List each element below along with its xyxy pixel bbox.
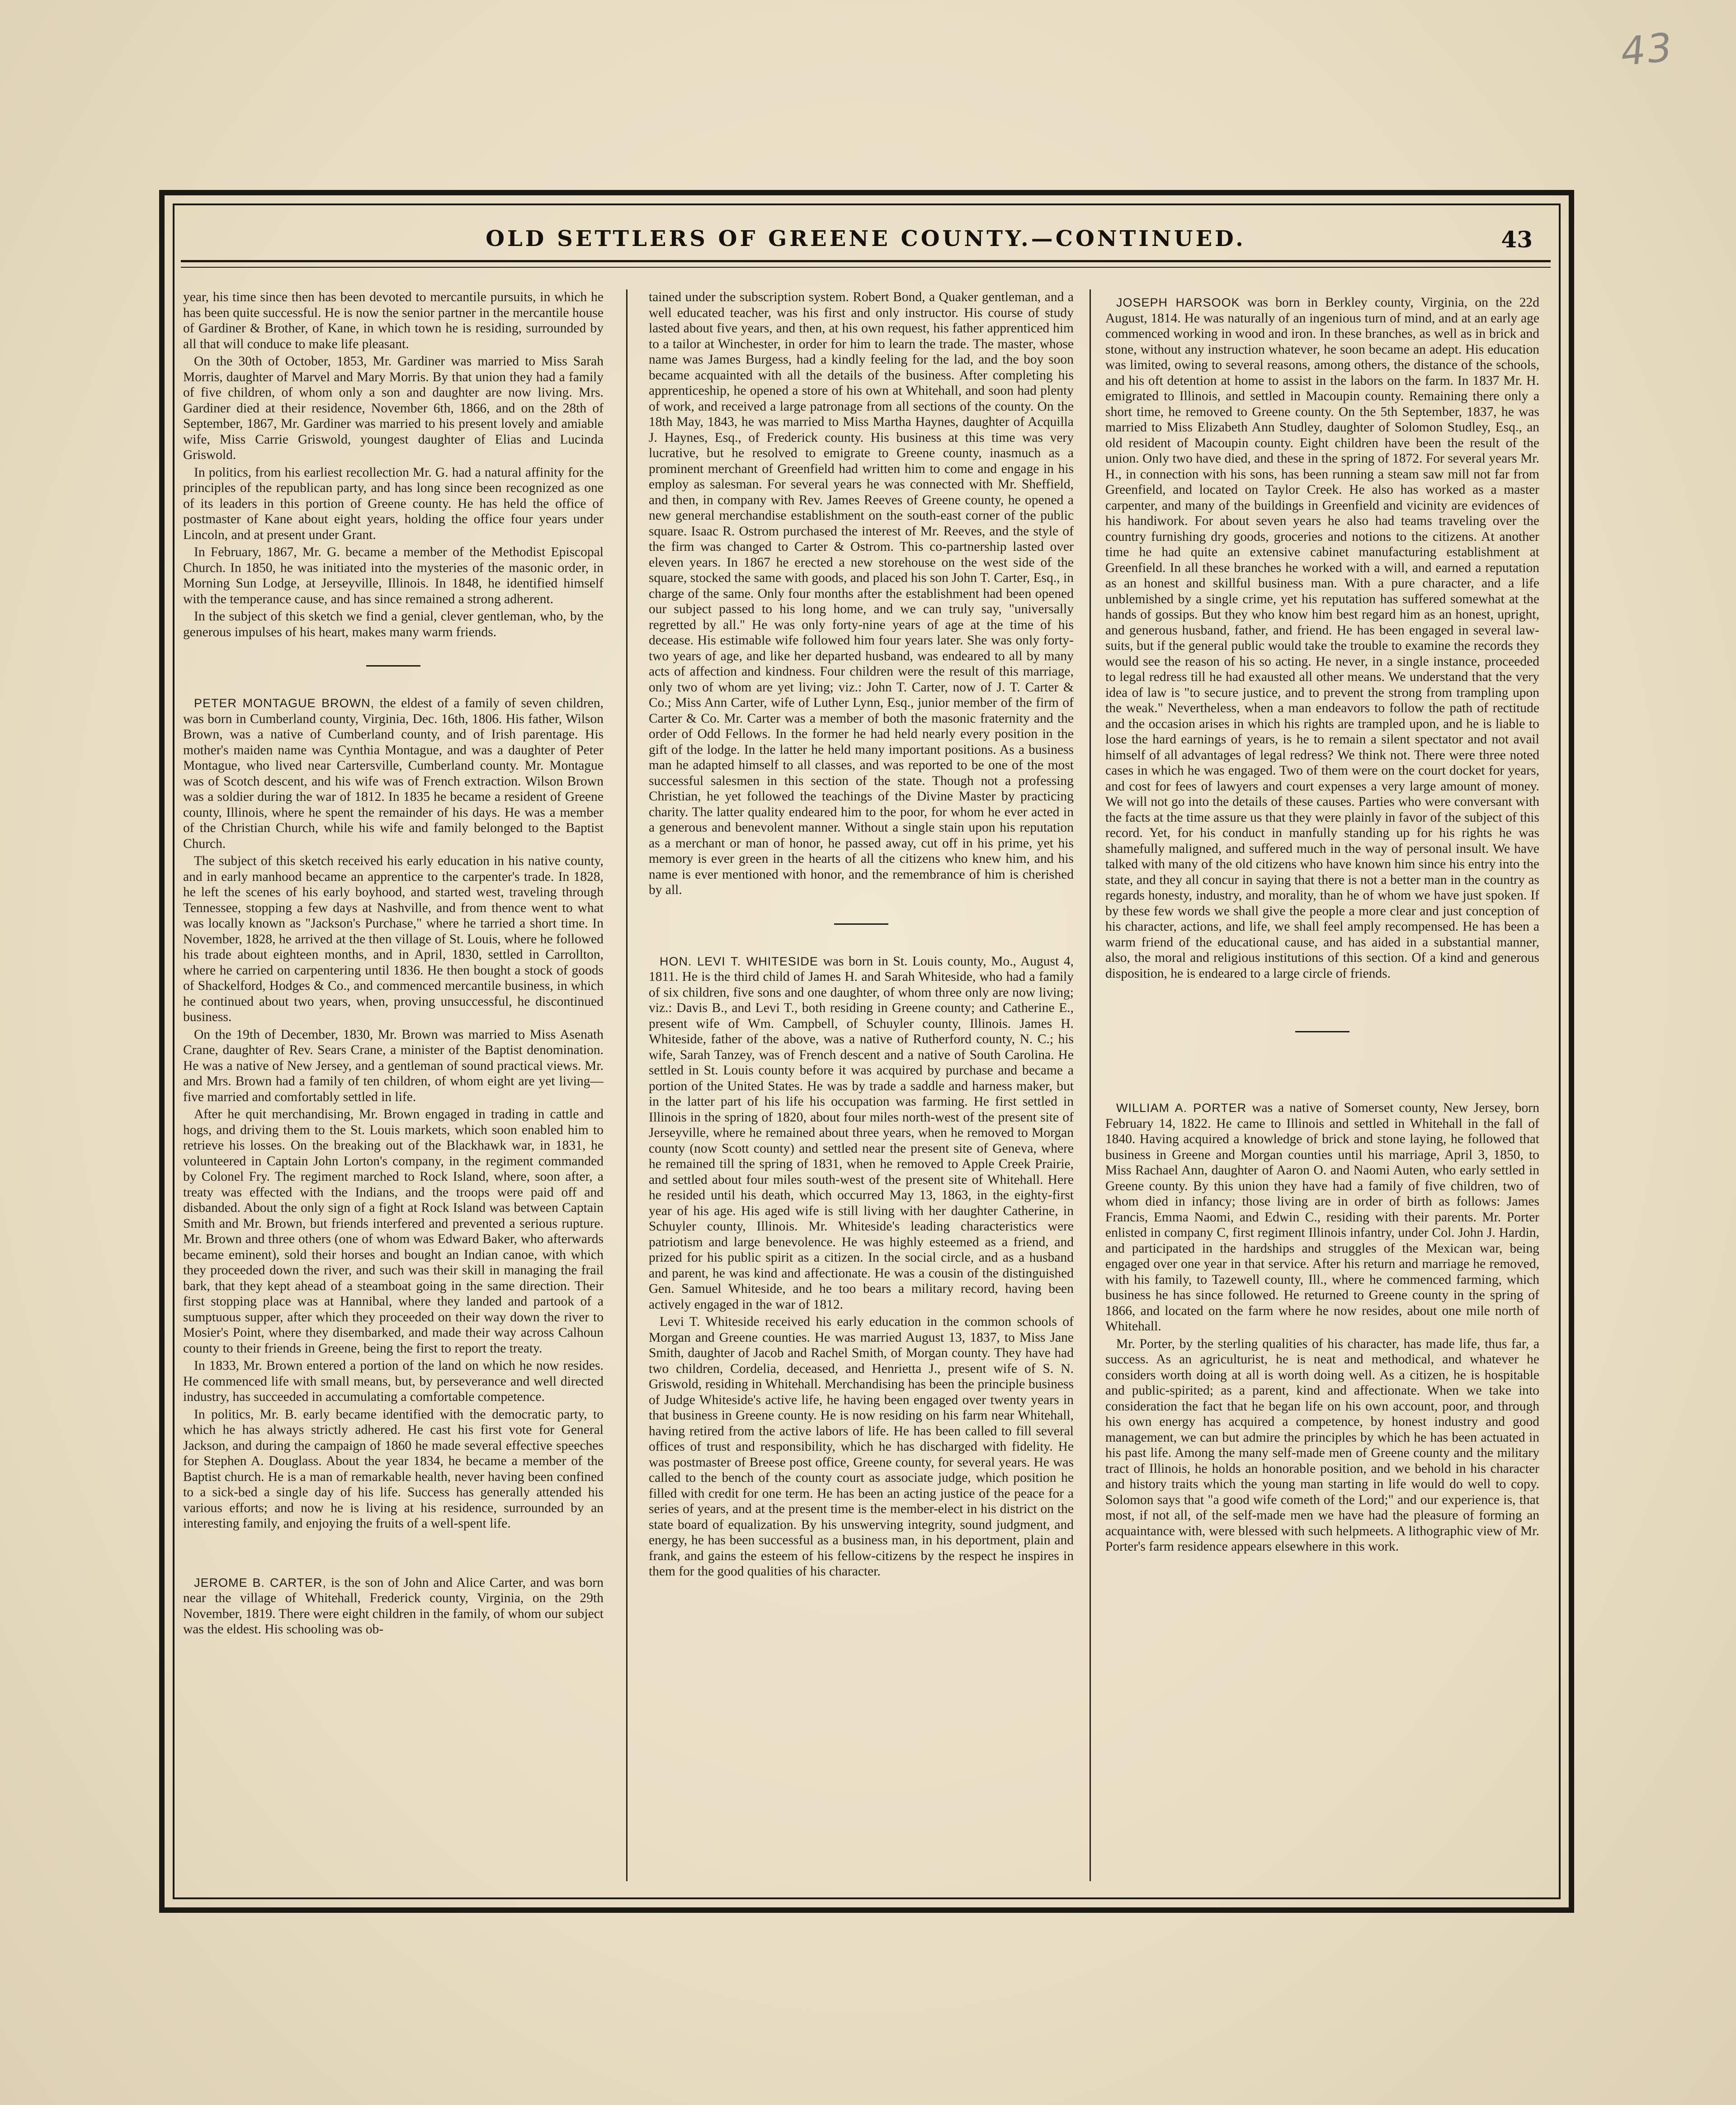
brown-paragraph-5: In 1833, Mr. Brown entered a portion of the land on which he now resides. He commenced life with small means, but, by perseverance and well directed industry, has succeeded in accumulating a comfortable competence.	[183, 1358, 604, 1404]
whiteside-name: HON. LEVI T. WHITESIDE	[660, 954, 818, 968]
section-divider	[1295, 1031, 1349, 1032]
column-middle	[649, 289, 1074, 1883]
brown-paragraph-6: In politics, Mr. B. early became identified with the democratic party, to which he has always strictly adhered. He cast his first vote for General Jackson, and during the campaign of 1860 he made several effective speeches for Stephen A. Douglass. About the year 1834, he became a member of the Baptist church. He is a man of remarkable health, never having been confined to a sick-bed a single day of his life. Success has generally attended his various efforts; and now he is living at his residence, surrounded by an interesting family, and enjoying the fruits of a well-spent life.	[183, 1407, 604, 1531]
porter-name: WILLIAM A. PORTER	[1116, 1101, 1247, 1115]
brown-paragraph-1: PETER MONTAGUE BROWN, the eldest of a family of seven children, was born in Cumberland county, Virginia, Dec. 16th, 1806. His father, Wilson Brown, was a native of Cumberland county, and of Irish parentage. His mother's maiden name was Cynthia Montague, and was a daughter of Peter Montague, who lived near Cartersville, Cumberland county. Mr. Montague was of Scotch descent, and his wife was of French extraction. Wilson Brown was a soldier during the war of 1812. In 1835 he became a resident of Greene county, Illinois, where he spent the remainder of his days. He was a member of the Christian Church, while his wife and family belonged to the Baptist Church.	[183, 696, 604, 851]
gardiner-paragraph-2: On the 30th of October, 1853, Mr. Gardiner was married to Miss Sarah Morris, daughter of Marvel and Mary Morris. By that union they had a family of five children, of whom only a son and daughter are now living. Mrs. Gardiner died at their residence, November 6th, 1866, and on the 28th of September, 1867, Mr. Gardiner was married to his present lovely and amiable wife, Miss Carrie Griswold, youngest daughter of Elias and Lucinda Griswold.	[183, 354, 604, 462]
gardiner-paragraph-3: In politics, from his earliest recollection Mr. G. had a natural affinity for the principles of the republican party, and has long since been recognized as one of its leaders in this portion of Greene county. He has held the office of postmaster of Kane about eight years, holding the office four years under Lincoln, and at present under Grant.	[183, 465, 604, 542]
section-divider	[834, 923, 888, 925]
column-divider-right	[1090, 289, 1091, 1881]
column-divider-left	[626, 289, 627, 1881]
harsook-name: JOSEPH HARSOOK	[1116, 296, 1240, 309]
whiteside-paragraph-2: Levi T. Whiteside received his early education in the common schools of Morgan and Greene counties. He was married August 13, 1837, to Miss Jane Smith, daughter of Jacob and Rachel Smith, of Morgan county. They have had two children, Cordelia, deceased, and Henrietta J., present wife of S. N. Griswold, residing in Whitehall. Merchandising has been the principle business of Judge Whiteside's active life, he having been engaged over twenty years in that business in Greene county. He is now residing on his farm near Whitehall, having retired from the active labors of life. He has been called to fill several offices of trust and responsibility, which he has discharged with fidelity. He was postmaster of Breese post office, Greene county, for several years. He was called to the bench of the county court as associate judge, which position he filled with credit for one term. He has been an acting justice of the peace for a series of years, and at the present time is the member-elect in his district on the state board of equalization. By his unswerving integrity, sound judgment, and energy, he has been successful as a business man, in his deportment, plain and frank, and gains the esteem of his fellow-citizens by the respect he inspires in them for the good qualities of his character.	[649, 1315, 1074, 1579]
brown-paragraph-4: After he quit merchandising, Mr. Brown engaged in trading in cattle and hogs, and driving them to the St. Louis markets, which soon enabled him to retrieve his losses. On the breaking out of the Blackhawk war, in 1831, he volunteered in Captain John Lorton's company, in the regiment commanded by Colonel Fry. The regiment marched to Rock Island, where, soon after, a treaty was effected with the Indians, and the troops were paid off and disbanded. About the only sign of a fight at Rock Island was between Captain Smith and Mr. Brown, but friends interfered and prevented a serious rupture. Mr. Brown and three others (one of whom was Edward Baker, who afterwards became eminent), sold their horses and bought an Indian canoe, with which they proceeded down the river, and such was their skill in managing the frail bark, that they kept ahead of a steamboat going in the same direction. Their first stopping place was at Hannibal, where they landed and partook of a sumptuous supper, after which they proceeded on their way down the river to Mosier's Point, where they disembarked, and made their way across Calhoun county to their friends in Greene, being the first to report the treaty.	[183, 1107, 604, 1356]
page-number: 43	[1501, 226, 1533, 253]
gardiner-paragraph-1: year, his time since then has been devoted to mercantile pursuits, in which he has been quite successful. He is now the senior partner in the mercantile house of Gardiner & Brother, of Kane, in which town he is residing, surrounded by all that will conduce to make life pleasant.	[183, 290, 604, 351]
porter-paragraph-2: Mr. Porter, by the sterling qualities of his character, has made life, thus far, a success. As an agriculturist, he is neat and methodical, and whatever he considers worth doing at all is worth doing well. As a citizen, he is hospitable and public-spirited; as a parent, kind and affectionate. When we take into consideration the fact that he began life on his own account, poor, and through his own energy has acquired a competence, by honest industry and good management, we can but admire the principles by which he has been actuated in his past life. Among the many self-made men of Greene county and the military tract of Illinois, he holds an honorable position, and we behold in his character and history traits which the young man starting in life would do well to copy. Solomon says that "a good wife cometh of the Lord;" and our experience is, that most, if not all, of the self-made men we have had the pleasure of forming an acquaintance with, were blessed with such helpmeets. A lithographic view of Mr. Porter's farm residence appears elsewhere in this work.	[1105, 1336, 1539, 1554]
section-divider	[366, 665, 420, 667]
harsook-paragraph-1: JOSEPH HARSOOK was born in Berkley county, Virginia, on the 22d August, 1814. He was naturally of an ingenious turn of mind, and at an early age commenced working in wood and iron. In these branches, as well as in brick and stone, without any instruction whatever, he soon became an adept. His education was limited, owing to several reasons, among others, the distance of the schools, and his oft detention at home to assist in the labors on the farm. In 1837 Mr. H. emigrated to Illinois, and settled in Macoupin county. Remaining there only a short time, he removed to Greene county. On the 5th September, 1837, he was married to Miss Elizabeth Ann Studley, daughter of Solomon Studley, Esq., an old resident of Macoupin county. Eight children have been the result of the union. Only two have died, and these in the spring of 1872. For several years Mr. H., in connection with his sons, has been running a steam saw mill not far from Greenfield, and located on Taylor Creek. He also has worked as a master carpenter, and many of the buildings in Greenfield and vicinity are evidences of his handiwork. For about seven years he also had teams traveling over the country furnishing dry goods, groceries and notions to the citizens. At another time he had quite an extensive cabinet manufacturing establishment at Greenfield. In all these branches he worked with a will, and earned a reputation as an honest and skillful business man. With a pure character, and a life unblemished by a single crime, yet his reputation has suffered somewhat at the hands of gossips. But they who know him best regard him as an honest, upright, and generous husband, father, and friend. He has been engaged in several law-suits, but if the general public would take the trouble to examine the records they would see the reason of his so acting. He never, in a single instance, proceeded to legal redress till he had exausted all other means. We understand that the very idea of law is "to secure justice, and to prevent the strong from trampling upon the weak." Nevertheless, when a man endeavors to follow the path of rectitude and the occasion arises in which his rights are trampled upon, and he is liable to lose the hard earnings of years, is he to remain a silent spectator and not avail himself of all advantages of legal redress? We think not. There were three noted cases in which he was engaged. Two of them were on the court docket for years, and cost for fees of lawyers and court expenses a very large amount of money. We will not go into the details of these causes. Parties who were conversant with the facts at the time assure us that they were plainly in favor of the subject of this record. Yet, for his conduct in manfully standing up for his rights he was shamefully maligned, and suffered much in the way of personal insult. We have talked with many of the old citizens who have known him since his entry into the state, and they all concur in saying that there is not a better man in the country as regards honesty, industry, and morality, than he of whom we have just spoken. If by these few words we shall give the people a more clear and just conception of his character, actions, and life, we shall feel amply recompensed. He has been a warm friend of the educational cause, and has aided in a substantial manner, also, the moral and religious institutions of this section. Of a kind and generous disposition, he is endeared to a large circle of friends.	[1105, 295, 1539, 981]
carter-paragraph-2: tained under the subscription system. Robert Bond, a Quaker gentleman, and a well educated teacher, was his first and only instructor. His course of study lasted about five years, and then, at his own request, his father apprenticed him to a tailor at Winchester, in order for him to learn the trade. The master, whose name was James Burgess, had a kindly feeling for the lad, and the boy soon became acquainted with all the details of the business. After completing his apprenticeship, he opened a store of his own at Whitehall, and soon had plenty of work, and received a large patronage from all sections of the county. On the 18th May, 1843, he was married to Miss Martha Haynes, daughter of Acquilla J. Haynes, Esq., of Frederick county. His business at this time was very lucrative, but he resolved to emigrate to Greene county, inasmuch as a prominent merchant of Greenfield had written him to come and engage in his employ as salesman. For several years he was connected with Mr. Sheffield, and then, in company with Rev. James Reeves of Greene county, he opened a new general merchandise establishment on the south-east corner of the public square. Isaac R. Ostrom purchased the interest of Mr. Reeves, and the style of the firm was changed to Carter & Ostrom. This co-partnership lasted over eleven years. In 1867 he erected a new storehouse on the west side of the square, stocked the same with goods, and placed his son John T. Carter, Esq., in charge of the same. Only four months after the establishment had been opened our subject passed to his long home, and we can truly say, "universally regretted by all." He was only forty-nine years of age at the time of his decease. His estimable wife followed him four years later. She was only forty-two years of age, and like her departed husband, was endeared to all by many acts of affection and kindness. Four children were the result of this marriage, only two of whom are yet living; viz.: John T. Carter, now of J. T. Carter & Co.; Miss Ann Carter, wife of Luther Lynn, Esq., junior member of the firm of Carter & Co. Mr. Carter was a member of both the masonic fraternity and the order of Odd Fellows. In the former he had held nearly every position in the gift of the lodge. In the latter he held many important positions. As a business man he adapted himself to all classes, and was reported to be one of the most successful salesmen in this section of the state. Though not a professing Christian, he yet followed the teachings of the Divine Master by practicing charity. The latter quality endeared him to the poor, for whom he ever acted in a generous and benevolent manner. Without a single stain upon his reputation as a merchant or man of honor, he passed away, cut off in his prime, yet his memory is ever green in the hearts of all the citizens who knew him, and his name is ever mentioned with honor, and the remembrance of him is cherished by all.	[649, 290, 1074, 897]
header-rule-thick	[181, 260, 1551, 262]
brown-paragraph-3: On the 19th of December, 1830, Mr. Brown was married to Miss Asenath Crane, daughter of Rev. Sears Crane, a minister of the Baptist denomination. He was a native of New Jersey, and a gentleman of sound practical views. Mr. and Mrs. Brown had a family of ten children, of whom eight are yet living—five married and comfortably settled in life.	[183, 1027, 604, 1104]
column-right	[1105, 289, 1539, 1883]
carter-paragraph-1: JEROME B. CARTER, is the son of John and Alice Carter, and was born near the village of Whitehall, Frederick county, Virginia, on the 29th November, 1819. There were eight children in the family, of whom our subject was the eldest. His schooling was ob-	[183, 1575, 604, 1637]
gardiner-paragraph-5: In the subject of this sketch we find a genial, clever gentleman, who, by the generous impulses of his heart, makes many warm friends.	[183, 609, 604, 639]
pencil-page-number: 43	[1618, 24, 1676, 75]
carter-name: JEROME B. CARTER,	[194, 1575, 327, 1589]
brown-paragraph-2: The subject of this sketch received his early education in his native county, and in early manhood became an apprentice to the carpenter's trade. In 1828, he left the scenes of his early boyhood, and started west, traveling through Tennessee, stopping a few days at Nashville, and from thence went to what was locally known as "Jackson's Purchase," where he tarried a short time. In November, 1828, he arrived at the then village of St. Louis, where he followed his trade about eighteen months, and in April, 1830, settled in Carrollton, where he carried on carpentering until 1836. He then bought a stock of goods of Shackelford, Hodges & Co., and commenced mercantile business, in which he continued about two years, when, proving unsuccessful, he discontinued business.	[183, 854, 604, 1024]
brown-name: PETER MONTAGUE BROWN,	[194, 696, 375, 710]
column-left	[183, 289, 604, 1883]
whiteside-paragraph-1: HON. LEVI T. WHITESIDE was born in St. Louis county, Mo., August 4, 1811. He is the third child of James H. and Sarah Whiteside, who had a family of six children, five sons and one daughter, of whom three only are now living; viz.: Davis B., and Levi T., both residing in Greene county; and Catherine E., present wife of Wm. Campbell, of Schuyler county, Illinois. James H. Whiteside, father of the above, was a native of Rutherford county, N. C.; his wife, Sarah Tanzey, was of French descent and a native of South Carolina. He settled in St. Louis county before it was acquired by purchase and became a portion of the United States. He was by trade a saddle and harness maker, but in the latter part of his life his occupation was farming. He first settled in Illinois in the spring of 1820, about four miles north-west of the present site of Jerseyville, where he remained about three years, when he removed to Morgan county (now Scott county) and settled near the present site of Geneva, where he remained till the spring of 1831, when he removed to Apple Creek Prairie, and settled about four miles south-west of the present site of Whitehall. Here he resided until his death, which occurred May 13, 1863, in the eighty-first year of his age. His aged wife is still living with her daughter Catherine, in Schuyler county, Illinois. Mr. Whiteside's leading characteristics were patriotism and large benevolence. He was highly esteemed as a friend, and prized for his public spirit as a citizen. In the social circle, and as a husband and parent, he was kind and affectionate. He was a cousin of the distinguished Gen. Samuel Whiteside, and he too bears a military record, having been actively engaged in the war of 1812.	[649, 954, 1074, 1312]
porter-paragraph-1: WILLIAM A. PORTER was a native of Somerset county, New Jersey, born February 14, 1822. He came to Illinois and settled in Whitehall in the fall of 1840. Having acquired a knowledge of brick and stone laying, he followed that business in Greene and Morgan counties until his marriage, April 3, 1850, to Miss Rachael Ann, daughter of Aaron O. and Naomi Auten, who early settled in Greene county. By this union they have had a family of five children, two of whom died in infancy; those living are in order of birth as follows: James Francis, Emma Naomi, and Edwin C., residing with their parents. Mr. Porter enlisted in company C, first regiment Illinois infantry, under Col. John J. Hardin, and participated in the hardships and struggles of the Mexican war, being engaged over one year in that service. After his return and marriage he removed, with his family, to Tazewell county, Ill., where he commenced farming, which business he has since followed. He returned to Greene county in the spring of 1866, and located on the farm where he now resides, about one mile north of Whitehall.	[1105, 1101, 1539, 1334]
page-header	[181, 217, 1551, 262]
header-rule-thin	[181, 267, 1551, 268]
gardiner-paragraph-4: In February, 1867, Mr. G. became a member of the Methodist Episcopal Church. In 1850, he was initiated into the mysteries of the masonic order, in Morning Sun Lodge, at Jerseyville, Illinois. In 1848, he identified himself with the temperance cause, and has since remained a strong adherent.	[183, 545, 604, 606]
page-title: OLD SETTLERS OF GREENE COUNTY.—CONTINUED.	[486, 226, 1246, 251]
